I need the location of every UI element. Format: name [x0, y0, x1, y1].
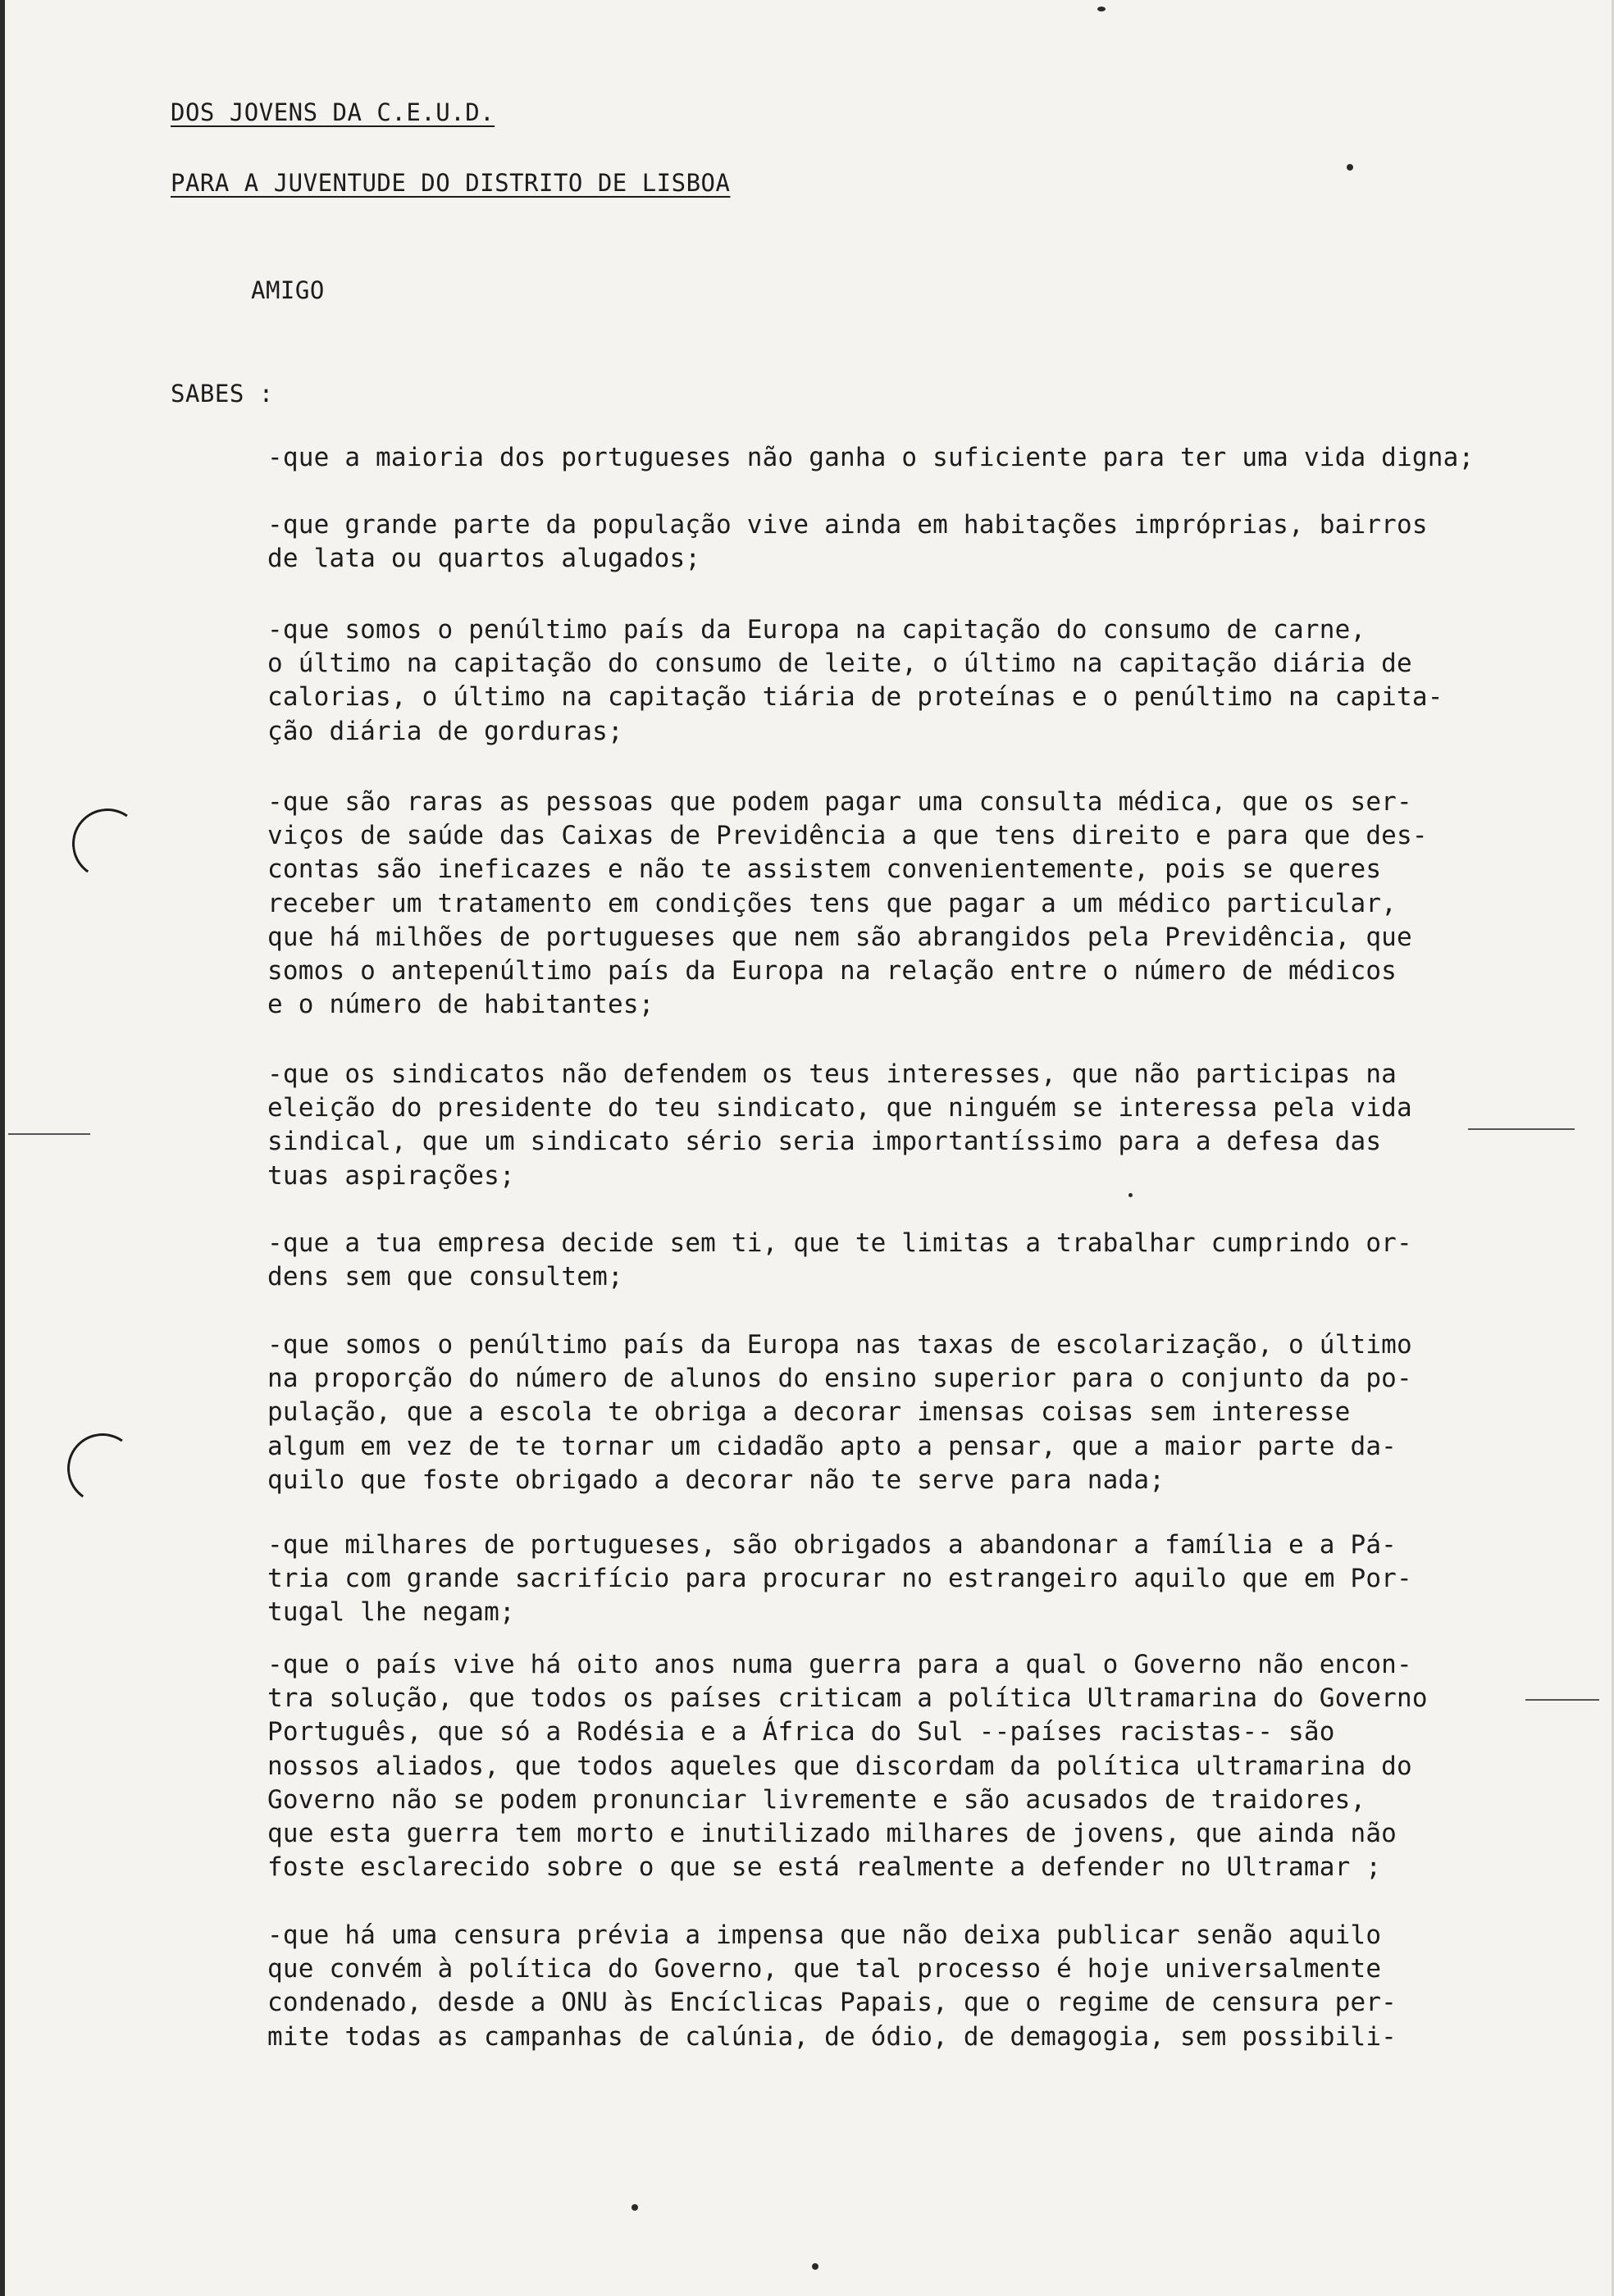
text-line: dens sem que consultem;	[267, 1262, 623, 1292]
text-line: -que somos o penúltimo país da Europa nas taxas de escolarização, o último	[267, 1330, 1412, 1360]
text-line: -que há uma censura prévia a impensa que não deixa publicar senão aquilo	[267, 1920, 1382, 1950]
scan-stroke	[1525, 1699, 1599, 1701]
text-line: -que grande parte da população vive ainda em habitações impróprias, bairros	[267, 510, 1428, 540]
document-header-line-1: DOS JOVENS DA C.E.U.D.	[171, 98, 495, 126]
text-line: sindical, que um sindicato sério seria importantíssimo para a defesa das	[267, 1127, 1382, 1157]
text-line: somos o antepenúltimo país da Europa na relação entre o número de médicos	[267, 956, 1397, 986]
text-line: Governo não se podem pronunciar livremente e são acusados de traidores,	[267, 1784, 1366, 1815]
text-line: viços de saúde das Caixas de Previdência a que tens direito e para que des-	[267, 821, 1428, 851]
text-line: tugal lhe negam;	[267, 1597, 515, 1628]
punch-hole-mark	[66, 803, 148, 885]
paragraph	[267, 1058, 1498, 1193]
text-line: que esta guerra tem morto e inutilizado milhares de jovens, que ainda não	[267, 1819, 1397, 1849]
text-line: calorias, o último na capitação tiária de proteínas e o penúltimo na capita-	[267, 682, 1443, 713]
text-line: eleição do presidente do teu sindicato, que ninguém se interessa pela vida	[267, 1093, 1412, 1123]
paragraph	[267, 1648, 1498, 1884]
text-line: foste esclarecido sobre o que se está realmente a defender no Ultramar ;	[267, 1852, 1382, 1883]
text-line: -que a tua empresa decide sem ti, que te limitas a trabalhar cumprindo or-	[267, 1228, 1412, 1258]
text-line: de lata ou quartos alugados;	[267, 544, 701, 574]
paragraph	[267, 1328, 1498, 1497]
scan-speck	[1347, 164, 1353, 171]
text-line: na proporção do número de alunos do ensino superior para o conjunto da po-	[267, 1364, 1412, 1394]
paragraph	[267, 1528, 1498, 1630]
document-header-line-2: PARA A JUVENTUDE DO DISTRITO DE LISBOA	[171, 169, 731, 197]
text-line: quilo que foste obrigado a decorar não te serve para nada;	[267, 1465, 1165, 1495]
scan-speck	[1097, 7, 1106, 11]
text-line: ção diária de gorduras;	[267, 716, 623, 746]
paragraph	[267, 441, 1498, 475]
text-line: que há milhões de portugueses que nem são abrangidos pela Previdência, que	[267, 922, 1412, 952]
scan-speck	[812, 2263, 818, 2270]
scan-speck	[1128, 1193, 1133, 1197]
paragraph	[267, 786, 1498, 1022]
text-line: -que os sindicatos não defendem os teus interesses, que não participas na	[267, 1059, 1397, 1089]
scan-stroke	[8, 1133, 90, 1135]
text-line: o último na capitação do consumo de leite, o último na capitação diária de	[267, 649, 1412, 679]
text-line: tra solução, que todos os países criticam a política Ultramarina do Governo	[267, 1683, 1428, 1714]
punch-hole-mark	[62, 1428, 144, 1510]
text-line: -que o país vive há oito anos numa guerra para a qual o Governo não encon-	[267, 1650, 1412, 1679]
paragraph	[267, 508, 1498, 576]
text-line: -que somos o penúltimo país da Europa na capitação do consumo de carne,	[267, 615, 1366, 645]
text-line: receber um tratamento em condições tens que pagar a um médico particular,	[267, 888, 1397, 918]
text-line: nossos aliados, que todos aqueles que discordam da política ultramarina do	[267, 1751, 1412, 1781]
text-line: e o número de habitantes;	[267, 990, 654, 1020]
text-line: -que milhares de portugueses, são obrigados a abandonar a família e a Pá-	[267, 1530, 1397, 1560]
text-line: que convém à política do Governo, que tal processo é hoje universalmente	[267, 1954, 1382, 1984]
salutation: AMIGO	[251, 276, 325, 304]
paragraph	[267, 613, 1498, 749]
scan-speck	[631, 2204, 638, 2211]
intro-heading: SABES :	[171, 380, 274, 408]
text-line: tria com grande sacrifício para procurar no estrangeiro aquilo que em Por-	[267, 1564, 1412, 1594]
text-line: -que são raras as pessoas que podem pagar uma consulta médica, que os ser-	[267, 787, 1412, 817]
scan-left-edge	[0, 0, 5, 2296]
text-line: condenado, desde a ONU às Encíclicas Papais, que o regime de censura per-	[267, 1988, 1397, 2018]
text-line: algum em vez de te tornar um cidadão apto a pensar, que a maior parte da-	[267, 1431, 1397, 1461]
text-line: -que a maioria dos portugueses não ganha o suficiente para ter uma vida digna;	[267, 443, 1475, 472]
text-line: Português, que só a Rodésia e a África do Sul --países racistas-- são	[267, 1717, 1335, 1747]
text-line: tuas aspirações;	[267, 1160, 515, 1191]
text-line: mite todas as campanhas de calúnia, de ódio, de demagogia, sem possibili-	[267, 2021, 1397, 2052]
text-line: contas são ineficazes e não te assistem convenientemente, pois se queres	[267, 854, 1382, 885]
text-line: pulação, que a escola te obriga a decorar imensas coisas sem interesse	[267, 1397, 1351, 1428]
paragraph	[267, 1919, 1498, 2054]
paragraph	[267, 1227, 1498, 1294]
